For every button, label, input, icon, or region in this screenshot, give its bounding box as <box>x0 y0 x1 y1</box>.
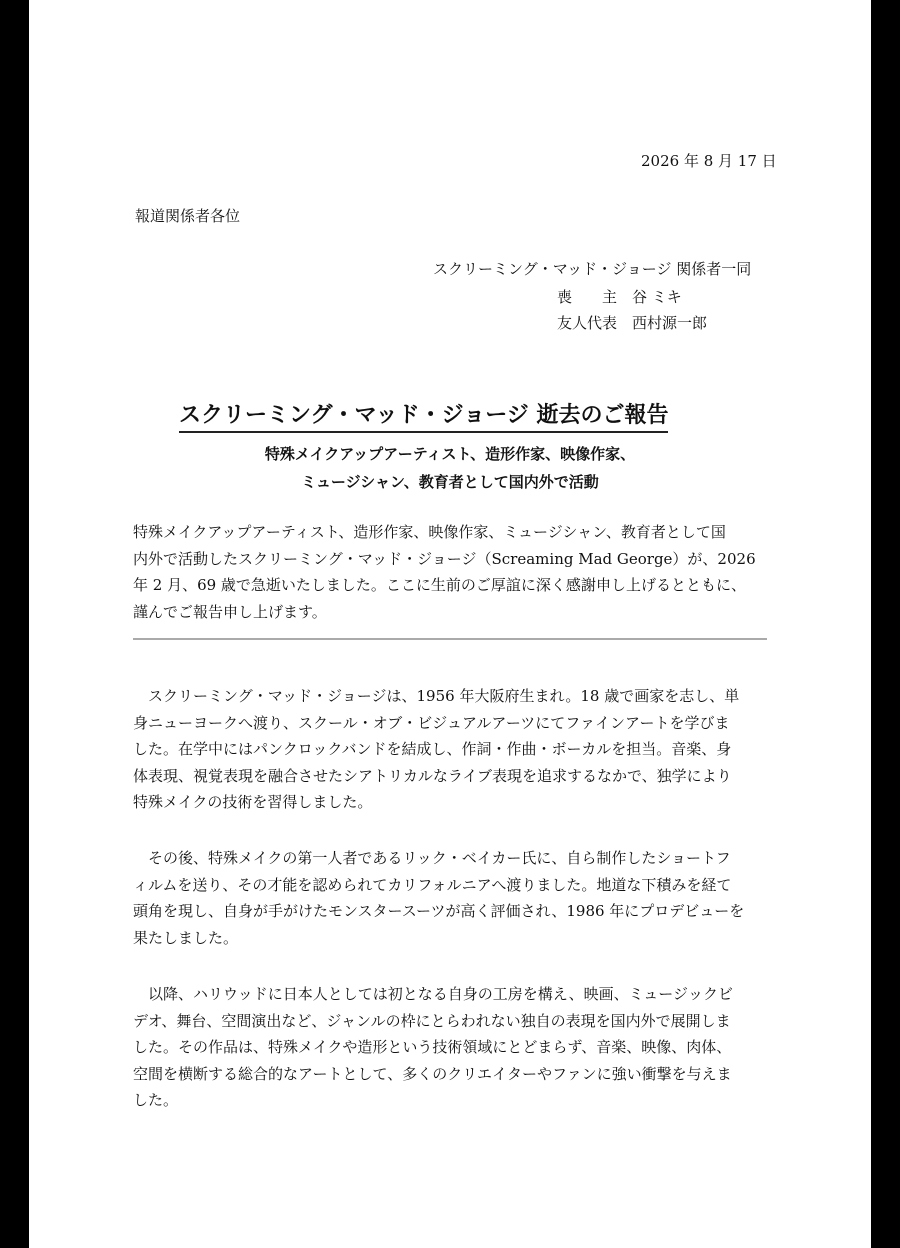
sender-line-2: 喪 主 谷 ミキ <box>557 288 682 306</box>
body-paragraph-2 <box>133 845 769 951</box>
body-line: 特殊メイクの技術を習得しました。 <box>133 793 373 811</box>
lead-line: 謹んでご報告申し上げます。 <box>133 602 327 621</box>
body-line: スクリーミング・マッド・ジョージは、1956 年大阪府生まれ。18 歳で画家を志し、単 <box>133 687 740 705</box>
body-line: 以降、ハリウッドに日本人としては初となる自身の工房を構え、映画、ミュージックビ <box>133 985 734 1003</box>
subtitle-line-1: 特殊メイクアップアーティスト、造形作家、映像作家、 <box>264 445 636 463</box>
body-line: ィルムを送り、その才能を認められてカリフォルニアへ渡りました。地道な下積みを経て <box>133 875 732 894</box>
sender-line-3: 友人代表 西村源一郎 <box>557 314 708 332</box>
body-line: その後、特殊メイクの第一人者であるリック・ベイカー氏に、自ら制作したショートフ <box>133 849 731 867</box>
body-line: 果たしました。 <box>133 928 239 947</box>
lead-line: 特殊メイクアップアーティスト、造形作家、映像作家、ミュージシャン、教育者として国 <box>133 523 726 541</box>
document-page <box>29 0 871 1248</box>
addressee: 報道関係者各位 <box>135 207 241 225</box>
body-line: 身ニューヨークへ渡り、スクール・オブ・ビジュアルアーツにてファインアートを学びま <box>133 713 730 732</box>
subtitle-line-2: ミュージシャン、教育者として国内外で活動 <box>301 473 599 491</box>
section-divider <box>133 638 767 640</box>
body-line: した。 <box>133 1091 179 1109</box>
lead-paragraph <box>133 519 769 625</box>
lead-line: 年 2 月、69 歳で急逝いたしました。ここに生前のご厚誼に深く感謝申し上げるとともに、 <box>133 576 746 594</box>
document-date: 2026 年 8 月 17 日 <box>641 152 777 170</box>
body-paragraph-3 <box>133 981 769 1114</box>
document-title: スクリーミング・マッド・ジョージ 逝去のご報告 <box>179 398 668 433</box>
body-line: 空間を横断する総合的なアートとして、多くのクリエイターやファンに強い衝撃を与えま <box>133 1064 732 1083</box>
lead-line: 内外で活動したスクリーミング・マッド・ジョージ（Screaming Mad George）が、2026 <box>133 549 756 568</box>
body-line: 頭角を現し、自身が手がけたモンスタースーツが高く評価され、1986 年にプロデビューを <box>133 902 745 920</box>
body-line: デオ、舞台、空間演出など、ジャンルの枠にとらわれない独自の表現を国内外で展開しま <box>133 1011 731 1030</box>
body-line: した。在学中にはパンクロックバンドを結成し、作詞・作曲・ボーカルを担当。音楽、身 <box>133 740 732 758</box>
body-paragraph-1 <box>133 683 769 816</box>
sender-line-1: スクリーミング・マッド・ジョージ 関係者一同 <box>433 260 752 278</box>
body-line: した。その作品は、特殊メイクや造形という技術領域にとどまらず、音楽、映像、肉体、 <box>133 1038 732 1056</box>
body-line: 体表現、視覚表現を融合させたシアトリカルなライブ表現を追求するなかで、独学により <box>133 766 732 785</box>
